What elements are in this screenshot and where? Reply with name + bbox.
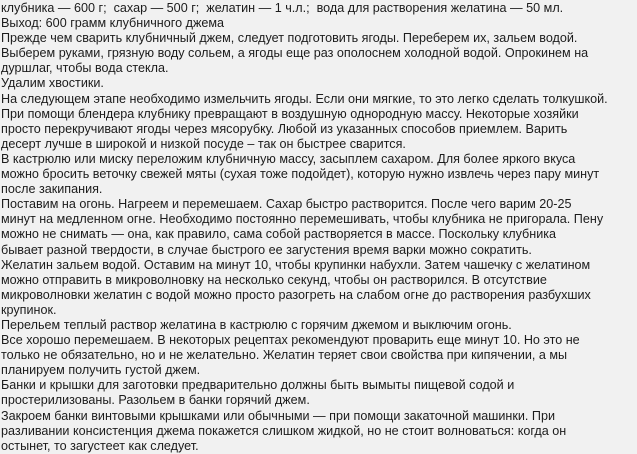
text-line: Удалим хвостики. xyxy=(1,76,104,91)
yield-line: Выход: 600 грамм клубничного джема xyxy=(1,16,225,31)
text-line: Закроем банки винтовыми крышками или обычными — при помощи закаточной машинки. При xyxy=(1,408,555,423)
text-line: десерт лучше в широкой и низкой посуде – так он быстрее сварится. xyxy=(1,136,406,151)
text-line: Прежде чем сварить клубничный джем, следует подготовить ягоды. Переберем их, зальем водой. xyxy=(1,31,578,46)
ingredients-line: клубника — 600 г; сахар — 500 г; желатин — 1 ч.л.; вода для растворения желатина — 50 мл. xyxy=(1,1,564,15)
text-line: минут на медленном огне. Необходимо постоянно перемешивать, чтобы клубника не пригорала. Пену xyxy=(1,212,604,227)
text-line: крупинок. xyxy=(1,302,57,317)
text-line: Перельем теплый раствор желатина в кастрюлю с горячим джемом и выключим огонь. xyxy=(1,317,512,332)
text-line: На следующем этапе необходимо измельчить ягоды. Если они мягкие, то это легко сделать толкушкой. xyxy=(1,91,608,106)
text-line: Все хорошо перемешаем. В некоторых рецептах рекомендуют проварить еще минут 10. Но это не xyxy=(1,333,580,348)
text-line: Выберем руками, грязную воду сольем, а ягоды еще раз ополоснем холодной водой. Опрокинем на xyxy=(1,46,589,61)
text-line: Поставим на огонь. Нагреем и перемешаем. Сахар быстро растворится. После чего варим 20-25 xyxy=(1,197,572,212)
text-line: после закипания. xyxy=(1,182,103,197)
text-line: бывает разной твердости, в случае быстрого ее загустения время варки можно сократить. xyxy=(1,242,532,257)
text-line: В кастрюлю или миску переложим клубничную массу, засыплем сахаром. Для более яркого вкуса xyxy=(1,151,576,166)
text-line: простерилизованы. Разольем в банки горячий джем. xyxy=(1,393,310,408)
text-line: только не обязательно, но и не желательно. Желатин теряет свои свойства при кипячении, а мы xyxy=(1,348,568,363)
text-line: микроволновки желатин с водой можно просто разогреть на слабом огне до растворения разбухших xyxy=(1,287,591,302)
text-line: можно бросить веточку свежей мяты (сухая тоже подойдет), которую нужно извлечь через пару минут xyxy=(1,167,600,182)
text-line: можно отправить в микроволновку на несколько секунд, чтобы он растворился. В отсутствие xyxy=(1,272,547,287)
text-line: Желатин зальем водой. Оставим на минут 10, чтобы крупинки набухли. Затем чашечку с желатином xyxy=(1,257,591,272)
text-line: разливании консистенция джема покажется слишком жидкой, но не стоит волноваться: когда он xyxy=(1,423,567,438)
text-line: просто перекручивают ягоды через мясорубку. Любой из указанных способов приемлем. Варить xyxy=(1,121,568,136)
text-line: остынет, то загустеет как следует. xyxy=(1,438,199,453)
text-line: планируем получить густой джем. xyxy=(1,363,201,378)
text-line: Банки и крышки для заготовки предварительно должны быть вымыты пищевой содой и xyxy=(1,378,515,393)
text-line: дуршлаг, чтобы вода стекла. xyxy=(1,61,169,76)
text-line: При помощи блендера клубнику превращают в воздушную однородную массу. Некоторые хозяйки xyxy=(1,106,579,121)
text-line: можно не снимать — она, как правило, сама собой растворяется в массе. Поскольку клубника xyxy=(1,227,557,242)
